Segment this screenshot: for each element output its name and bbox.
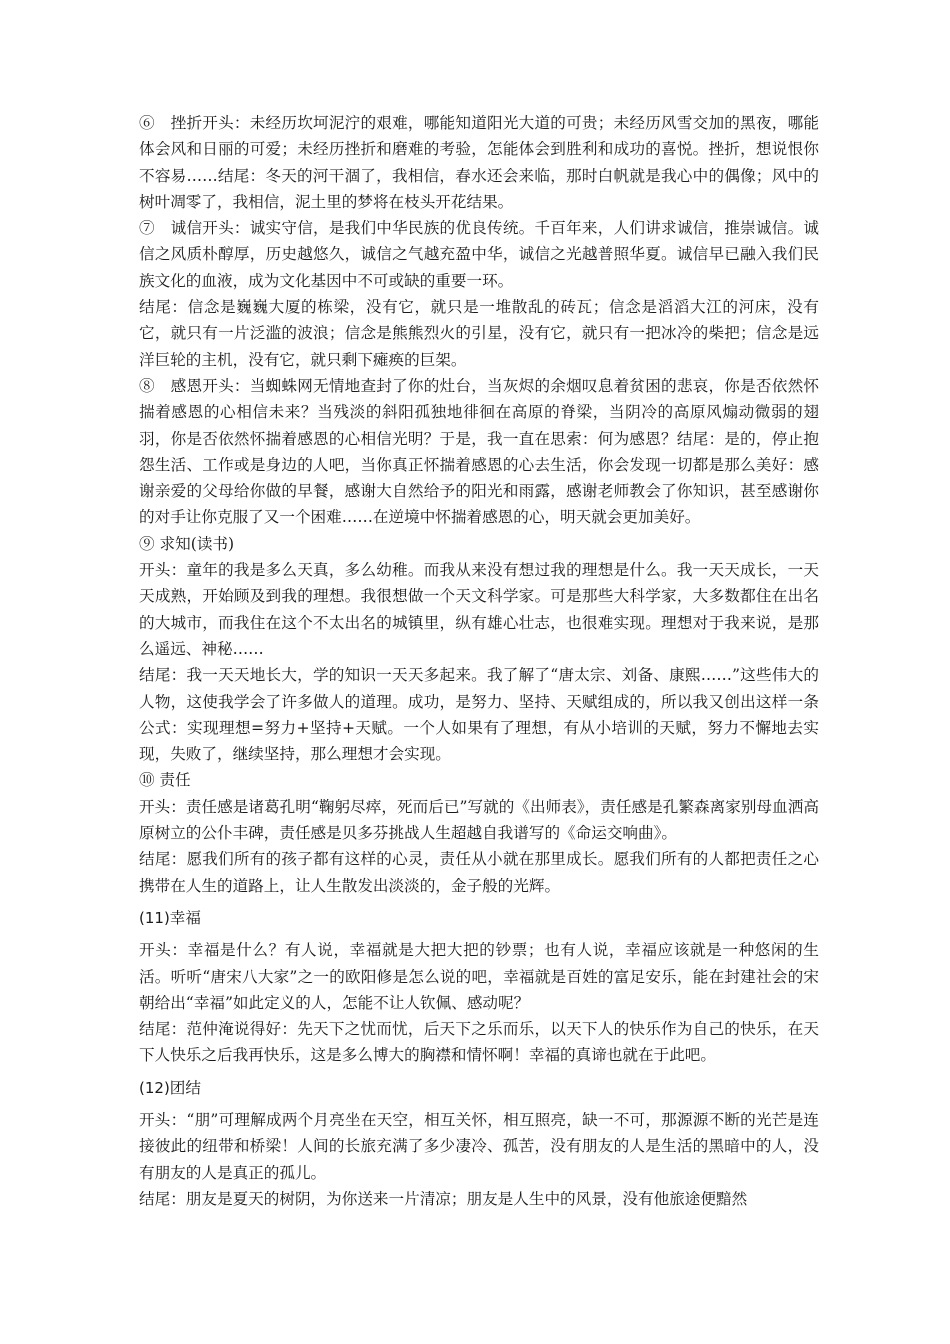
heading-label: 团结 xyxy=(169,1078,201,1097)
paragraph-happiness-ending: 结尾：范仲淹说得好：先天下之忧而忧，后天下之乐而乐，以天下人的快乐作为自己的快乐，在天下人快乐之后我再快乐，这是多么博大的胸襟和情怀啊！幸福的真谛也就在于此吧。 xyxy=(139,1020,819,1065)
document-page xyxy=(139,110,819,1212)
paragraph-knowledge-opening: 开头：童年的我是多么天真，多么幼稚。而我从来没有想过我的理想是什么。我一天天成长，一天天成熟，开始顾及到我的理想。我很想做一个天文科学家。可是那些大科学家，大多数都住在出名的大城市，而我住在这个不太出名的城镇里，纵有雄心壮志，也很难实现。理想对于我来说，是那么遥远、神秘…… xyxy=(139,561,819,658)
paragraph-integrity: ⑦ 诚信开头：诚实守信，是我们中华民族的优良传统。千百年来，人们讲求诚信，推崇诚信。诚信之风质朴醇厚，历史越悠久，诚信之气越充盈中华，诚信之光越普照华夏。诚信早已融入我们民族文化的血液，成为文化基因中不可或缺的重要一环。 xyxy=(139,219,819,290)
paragraph-happiness-opening: 开头：幸福是什么？有人说，幸福就是大把大把的钞票；也有人说，幸福应该就是一种悠闲的生活。听听“唐宋八大家”之一的欧阳修是怎么说的吧，幸福就是百姓的富足安乐，能在封建社会的宋朝给出“幸福”如此定义的人，怎能不让人钦佩、感动呢？ xyxy=(139,941,819,1012)
heading-unity xyxy=(139,1075,819,1101)
heading-label: 幸福 xyxy=(169,908,201,927)
paragraph-responsibility-opening: 开头：责任感是诸葛孔明“鞠躬尽瘁，死而后已”写就的《出师表》，责任感是孔繁森离家别母血洒高原树立的公仆丰碑，责任感是贝多芬挑战人生超越自我谱写的《命运交响曲》。 xyxy=(139,797,819,843)
heading-knowledge: ⑨ 求知(读书) xyxy=(139,534,235,553)
paragraph-integrity-ending: 结尾：信念是巍巍大厦的栋梁，没有它，就只是一堆散乱的砖瓦；信念是滔滔大江的河床，没有它，就只有一片泛滥的波浪；信念是熊熊烈火的引星，没有它，就只有一把冰冷的柴把；信念是远洋巨轮的主机，没有它，就只剩下瘫痪的巨架。 xyxy=(139,298,819,369)
paragraph-responsibility-ending: 结尾：愿我们所有的孩子都有这样的心灵，责任从小就在那里成长。愿我们所有的人都把责任之心携带在人生的道路上，让人生散发出淡淡的，金子般的光辉。 xyxy=(139,850,819,895)
paragraph-frustration: ⑥ 挫折开头：未经历坎坷泥泞的艰难，哪能知道阳光大道的可贵；未经历风雪交加的黑夜，哪能体会风和日丽的可爱；未经历挫折和磨难的考验，怎能体会到胜利和成功的喜悦。挫折，想说恨你不容易……结尾：冬天的河干涸了，我相信，春水还会来临，那时白帆就是我心中的偶像；风中的树叶凋零了，我相信，泥土里的梦将在枝头开花结果。 xyxy=(139,114,819,211)
paragraph-gratitude: ⑧ 感恩开头：当蜘蛛网无情地查封了你的灶台，当灰烬的余烟叹息着贫困的悲哀，你是否依然怀揣着感恩的心相信未来？当残淡的斜阳孤独地徘徊在高原的脊梁，当阴冷的高原风煽动微弱的翅羽，你是否依然怀揣着感恩的心相信光明？于是，我一直在思索：何为感恩？结尾：是的，停止抱怨生活、工作或是身边的人吧，当你真正怀揣着感恩的心去生活，你会发现一切都是那么美好：感谢亲爱的父母给你做的早餐，感谢大自然给予的阳光和雨露，感谢老师教会了你知识，甚至感谢你的对手让你克服了又一个困难……在逆境中怀揣着感恩的心，明天就会更加美好。 xyxy=(139,376,819,527)
heading-happiness xyxy=(139,905,819,931)
heading-number: (12) xyxy=(139,1078,170,1097)
paragraph-knowledge-ending: 结尾：我一天天地长大，学的知识一天天多起来。我了解了“唐太宗、刘备、康熙……”这些伟大的人物，这使我学会了许多做人的道理。成功，是努力、坚持、天赋组成的，所以我又创出这样一条公式：实现理想=努力+坚持+天赋。一个人如果有了理想，有从小培训的天赋，努力不懈地去实现，失败了，继续坚持，那么理想才会实现。 xyxy=(139,666,819,764)
heading-number: (11) xyxy=(139,908,170,927)
heading-responsibility: ⑩ 责任 xyxy=(139,771,191,790)
paragraph-unity-ending: 结尾：朋友是夏天的树阴，为你送来一片清凉；朋友是人生中的风景，没有他旅途便黯然 xyxy=(139,1189,748,1208)
paragraph-unity-opening: 开头：“朋”可理解成两个月亮坐在天空，相互关怀，相互照亮，缺一不可，那源源不断的光芒是连接彼此的纽带和桥梁！人间的长旅充满了多少凄冷、孤苦，没有朋友的人是生活的黑暗中的人，没有朋友的人是真正的孤儿。 xyxy=(139,1110,819,1182)
